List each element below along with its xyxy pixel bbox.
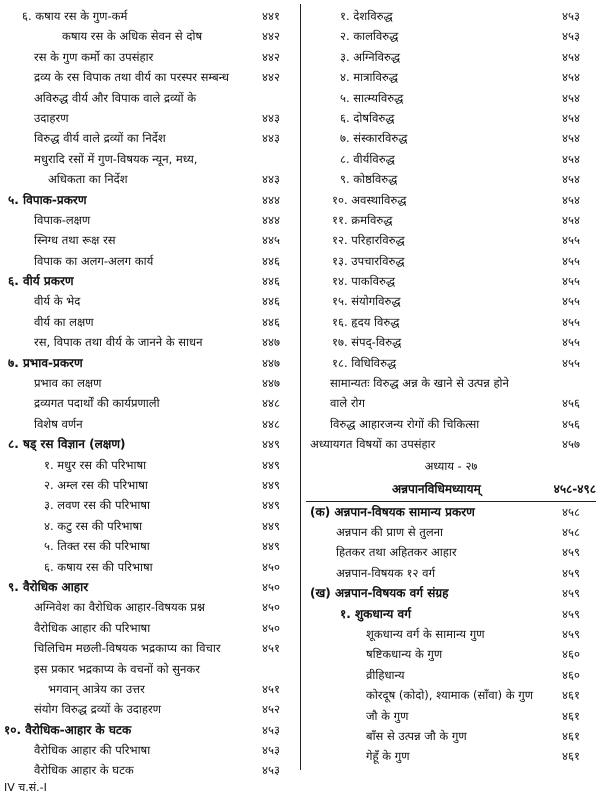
entry-title: इस प्रकार भद्रकाप्य के वचनों को सुनकर [34,661,200,676]
entry-page: ४४१ [262,9,280,23]
entry-title: उदाहरण [34,110,69,125]
entry-page: ४५६ [562,416,580,431]
left-column [4,6,296,781]
index-entry [4,699,296,719]
entry-page: ४४६ [262,274,280,289]
entry-title: प्रभाव का लक्षण [34,376,102,391]
index-entry [306,665,596,685]
entry-title: अन्नपान की प्राण से तुलना [336,524,443,539]
entry-title: ४. कटु रस की परिभाषा [44,518,143,533]
index-entry [4,26,296,46]
entry-title: ४. मात्राविरुद्ध [340,70,398,85]
index-entry [4,291,296,311]
index-entry [4,373,296,393]
index-entry [306,190,596,210]
entry-page: ४४८ [262,396,280,411]
index-entry [4,108,296,128]
chapter-entries [306,502,596,767]
entry-page: ४४६ [262,314,280,329]
index-entry [4,210,296,230]
index-entry [4,251,296,271]
entry-title: (क) अन्नपान-विषयक सामान्य प्रकरण [310,504,475,519]
index-entry [4,6,296,26]
index-entry [4,760,296,780]
entry-page: ४५५ [562,253,580,268]
index-entry [4,597,296,617]
entry-title: ५. तिक्त रस की परिभाषा [44,539,150,554]
entry-page: ४५५ [562,335,580,350]
entry-page: ४४९ [262,539,280,554]
column-divider [300,4,301,770]
entry-page: ४४४ [262,192,280,207]
entry-page: ४५५ [562,274,580,289]
entry-page: ४६१ [562,688,580,703]
index-entry [4,47,296,67]
entry-page: ४४४ [262,212,280,227]
entry-page: ४५३ [262,763,280,778]
entry-page: ४५२ [262,702,280,717]
index-entry [4,312,296,332]
index-entry [4,353,296,373]
index-entry [4,455,296,475]
index-entry [306,332,596,352]
entry-title: १५. संयोगविरुद्ध [332,294,401,309]
entry-page: ४५९ [562,606,580,621]
entry-title: ८. षड् रस विज्ञान (लक्षण) [8,437,126,452]
index-entry [306,502,596,522]
entry-title: १०. अवस्थाविरुद्ध [332,192,407,207]
entry-page: ४५५ [562,314,580,329]
entry-title: ३. अग्निविरुद्ध [340,49,401,64]
entry-title: वीर्य का लक्षण [34,314,94,329]
entry-title: १७. संपद्-विरुद्ध [332,335,402,350]
index-entry [306,271,596,291]
index-entry [306,542,596,562]
entry-title: ५. सात्म्यविरुद्ध [340,90,404,105]
index-entry [306,373,596,393]
entry-title: अन्नपान-विषयक १२ वर्ग [336,565,436,580]
entry-title: द्रव्यगत पदार्थों की कार्यप्रणाली [34,396,160,411]
entry-page: ४५३ [562,29,580,44]
entry-title: ६. कषाय रस की परिभाषा [44,559,153,574]
index-entry [306,67,596,87]
entry-title: विरुद्ध आहारजन्य रोगों की चिकित्सा [330,416,480,431]
entry-title: चिलिचिम मछली-विषयक भद्रकाप्य का विचार [34,641,221,656]
entry-page: ४५१ [262,681,280,696]
entry-page: ४६१ [562,708,580,723]
entry-page: ४४९ [262,457,280,472]
chapter-title-row [306,477,596,502]
index-entry [306,434,596,454]
index-entry [4,659,296,679]
index-entry [306,624,596,644]
index-entry [306,251,596,271]
entry-title: १. शुकधान्य वर्ग [340,606,411,621]
entry-page: ४४९ [262,498,280,513]
index-entry [4,720,296,740]
index-entry [4,557,296,577]
index-entry [306,312,596,332]
entry-page: ४५९ [562,545,580,560]
right-column-entries [306,6,596,455]
index-entry [4,67,296,87]
entry-page: ४४९ [262,518,280,533]
entry-title: १०. वैरोधिक-आहार के घटक [4,722,132,737]
entry-title: ११. क्रमविरुद्ध [332,212,393,227]
index-entry [306,393,596,413]
index-entry [306,414,596,434]
entry-page: ४४२ [262,29,280,44]
index-entry [4,536,296,556]
entry-title: भगवान् आत्रेय का उत्तर [48,681,145,696]
chapter-label: अध्याय - २७ [424,458,478,473]
entry-title: ८. वीर्यविरुद्ध [340,151,395,166]
entry-page: ४५४ [562,90,580,105]
entry-title: (ख) अन्नपान-विषयक वर्ग संग्रह [310,586,449,601]
entry-page: ४५४ [562,131,580,146]
entry-page: ४४७ [262,335,280,350]
entry-title: ६. कषाय रस के गुण-कर्म [22,9,128,23]
entry-page: ४५४ [562,49,580,64]
entry-title: वीर्य के भेद [34,294,81,309]
entry-page: ४५७ [562,437,580,452]
entry-title: १. देशविरुद्ध [340,9,393,23]
entry-page: ४५३ [262,722,280,737]
entry-title: १. मधुर रस की परिभाषा [44,457,147,472]
entry-title: वाले रोग [330,396,365,411]
entry-page: ४४९ [262,477,280,492]
entry-title: मधुरादि रसों में गुण-विषयक न्यून, मध्य, [34,151,198,166]
entry-title: विरुद्ध वीर्य वाले द्रव्यों का निर्देश [34,131,166,146]
entry-page: ४५४ [562,110,580,125]
entry-page: ४४८ [262,416,280,431]
entry-page: ४६० [562,667,580,682]
entry-title: व्रीहिधान्य [366,667,405,682]
index-entry [306,88,596,108]
entry-title: १८. विधिविरुद्ध [332,355,397,370]
index-entry [4,638,296,658]
entry-title: ५. विपाक-प्रकरण [8,192,87,207]
entry-page: ४४६ [262,294,280,309]
entry-page: ४४३ [262,172,280,187]
index-entry [4,495,296,515]
index-entry [306,210,596,230]
chapter-title: अन्नपानविधिमध्यायम् [392,481,481,496]
entry-title: अध्यायगत विषयों का उपसंहार [310,437,436,452]
index-entry [4,516,296,536]
entry-title: रस, विपाक तथा वीर्य के जानने के साधन [34,335,203,350]
index-entry [4,434,296,454]
index-entry [4,128,296,148]
entry-title: अधिकता का निर्देश [48,172,128,187]
index-entry [4,393,296,413]
index-entry [306,108,596,128]
entry-title: कोरदूष (कोदो), श्यामाक (साँवा) के गुण [366,688,534,703]
entry-page: ४५० [262,600,280,615]
entry-page: ४५० [262,579,280,594]
entry-title: द्रव्य के रस विपाक तथा वीर्य का परस्पर सम्बन्ध [34,70,229,85]
entry-title: वैरोधिक आहार के घटक [34,763,134,778]
entry-title: स्निग्ध तथा रूक्ष रस [34,233,116,248]
entry-title: ६. दोषविरुद्ध [340,110,395,125]
index-entry [306,583,596,603]
index-entry [4,332,296,352]
entry-page: ४५८ [562,504,580,519]
entry-page: ४४५ [262,233,280,248]
entry-page: ४५४ [562,212,580,227]
entry-title: १२. परिहारविरुद्ध [332,233,405,248]
entry-title: २. अम्ल रस की परिभाषा [44,477,148,492]
entry-title: ९. कोष्ठविरुद्ध [340,172,398,187]
entry-title: हितकर तथा अहितकर आहार [336,545,457,560]
entry-title: ३. लवण रस की परिभाषा [44,498,150,513]
entry-title: सामान्यतः विरुद्ध अन्न के खाने से उत्पन्न होने [330,376,509,391]
entry-title: विशेष वर्णन [34,416,83,431]
entry-title: बाँस से उत्पन्न जौ के गुण [366,728,467,743]
chapter-pages: ४५८-४९८ [553,481,596,496]
index-entry [4,740,296,760]
index-entry [4,618,296,638]
entry-title: ९. वैरोधिक आहार [8,579,89,594]
entry-title: गेहूँ के गुण [366,749,410,764]
entry-page: ४५५ [562,294,580,309]
index-entry [4,88,296,108]
entry-title: वैरोधिक आहार की परिभाषा [34,620,151,635]
entry-title: ६. वीर्य प्रकरण [8,274,74,289]
entry-page: ४४२ [262,49,280,64]
entry-page: ४५३ [562,9,580,23]
index-entry [4,230,296,250]
index-entry [4,475,296,495]
index-entry [306,522,596,542]
page-footer: IV च.सं.-I [4,781,47,794]
entry-page: ४५४ [562,151,580,166]
entry-page: ४५५ [562,233,580,248]
entry-page: ४६१ [562,728,580,743]
entry-title: संयोग विरुद्ध द्रव्यों के उदाहरण [34,702,161,717]
entry-page: ४४९ [262,437,280,452]
index-entry [306,685,596,705]
entry-page: ४५९ [562,586,580,601]
index-entry [306,47,596,67]
entry-page: ४५५ [562,355,580,370]
index-entry [4,149,296,169]
index-entry [4,679,296,699]
entry-page: ४५६ [562,396,580,411]
entry-page: ४४७ [262,355,280,370]
index-entry [306,563,596,583]
index-entry [306,26,596,46]
entry-page: ४४६ [262,253,280,268]
entry-page: ४५४ [562,172,580,187]
entry-title: शूकधान्य वर्ग के सामान्य गुण [366,626,485,641]
index-entry [4,271,296,291]
entry-title: रस के गुण कर्मो का उपसंहार [34,49,154,64]
index-entry [306,149,596,169]
entry-page: ४४७ [262,376,280,391]
index-entry [306,604,596,624]
index-entry [306,6,596,26]
entry-page: ४५१ [262,641,280,656]
index-entry [306,706,596,726]
entry-page: ४५४ [562,192,580,207]
entry-title: १६. हृदय विरुद्ध [332,314,400,329]
entry-page: ४६० [562,647,580,662]
index-entry [306,230,596,250]
right-column [306,6,596,767]
entry-title: अग्निवेश का वैरोधिक आहार-विषयक प्रश्न [34,600,205,615]
entry-page: ४६१ [562,749,580,764]
index-entry [4,414,296,434]
index-entry [306,169,596,189]
index-entry [306,644,596,664]
entry-page: ४५३ [262,743,280,758]
entry-page: ४५८ [562,524,580,539]
entry-page: ४५९ [562,565,580,580]
entry-page: ४४३ [262,131,280,146]
index-entry [306,353,596,373]
entry-page: ४५९ [562,626,580,641]
entry-title: षष्टिकधान्य के गुण [366,647,443,662]
entry-page: ४४२ [262,70,280,85]
index-entry [306,726,596,746]
index-entry [4,190,296,210]
entry-page: ४५० [262,559,280,574]
index-entry [306,128,596,148]
entry-title: वैरोधिक आहार की परिभाषा [34,743,151,758]
index-entry [306,746,596,766]
index-entry [306,291,596,311]
entry-title: १४. पाकविरुद्ध [332,274,396,289]
entry-title: जौ के गुण [366,708,409,723]
entry-title: ७. प्रभाव-प्रकरण [8,355,83,370]
entry-page: ४५० [262,620,280,635]
entry-title: अविरुद्ध वीर्य और विपाक वाले द्रव्यों के [34,90,197,105]
entry-page: ४४३ [262,110,280,125]
entry-title: १३. उपचारविरुद्ध [332,253,405,268]
entry-title: विपाक-लक्षण [34,212,91,227]
entry-title: कषाय रस के अधिक सेवन से दोष [62,29,203,44]
entry-title: विपाक का अलग-अलग कार्य [34,253,154,268]
entry-title: ७. संस्कारविरुद्ध [340,131,408,146]
entry-title: २. कालविरुद्ध [340,29,399,44]
index-entry [4,169,296,189]
entry-page: ४५४ [562,70,580,85]
index-entry [4,577,296,597]
